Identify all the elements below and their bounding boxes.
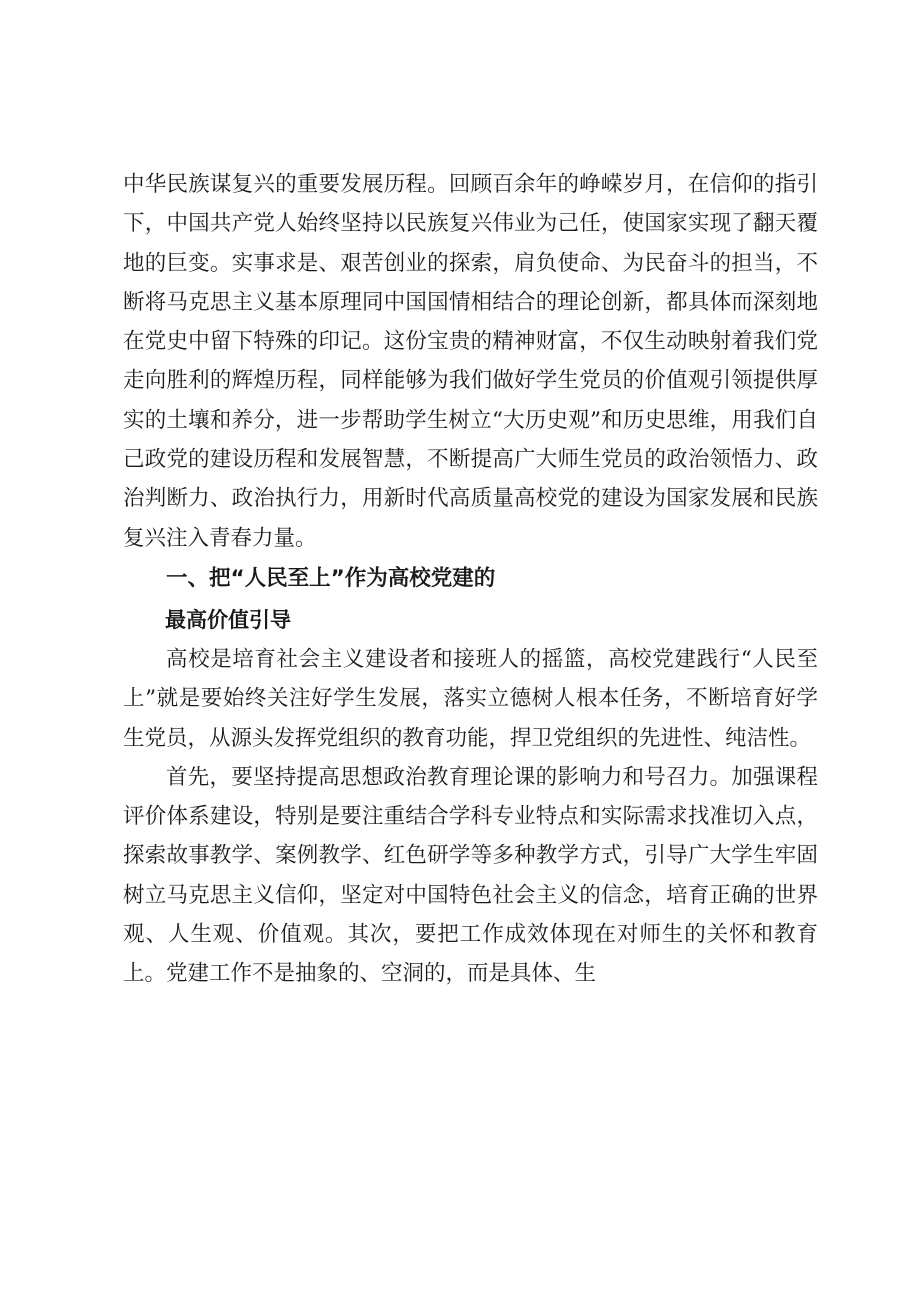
body-paragraph-1: 高校是培育社会主义建设者和接班人的摇篮，高校党建践行“人民至上”就是要始终关注好学生发展，落实立德树人根本任务，不断培育好学生党员，从源头发挥党组织的教育功能，捍卫党组织的先进性、纯洁性。 (123, 646, 818, 751)
continued-paragraph: 中华民族谋复兴的重要发展历程。回顾百余年的峥嵘岁月，在信仰的指引下，中国共产党人始终坚持以民族复兴伟业为己任，使国家实现了翻天覆地的巨变。实事求是、艰苦创业的探索，肩负使命、为民奋斗的担当，不断将马克思主义基本原理同中国国情相结合的理论创新，都具体而深刻地在党史中留下特殊的印记。这份宝贵的精神财富，不仅生动映射着我们党走向胜利的辉煌历程，同样能够为我们做好学生党员的价值观引领提供厚实的土壤和养分，进一步帮助学生树立“大历史观”和历史思维，用我们自己政党的建设历程和发展智慧，不断提高广大师生党员的政治领悟力、政治判断力、政治执行力，用新时代高质量高校党的建设为国家发展和民族复兴注入青春力量。 (123, 172, 818, 551)
body-paragraph-2: 首先，要坚持提高思想政治教育理论课的影响力和号召力。加强课程评价体系建设，特别是要注重结合学科专业特点和实际需求找准切入点，探索故事教学、案例教学、红色研学等多种教学方式，引导广大学生牢固树立马克思主义信仰，坚定对中国特色社会主义的信念，培育正确的世界观、人生观、价值观。其次，要把工作成效体现在对师生的关怀和教育上。党建工作不是抽象的、空洞的，而是具体、生 (123, 764, 818, 987)
document-body (123, 165, 818, 994)
section-subheading: 最高价值引导 (165, 606, 291, 632)
section-heading: 一、把“人民至上”作为高校党建的 (166, 565, 496, 591)
